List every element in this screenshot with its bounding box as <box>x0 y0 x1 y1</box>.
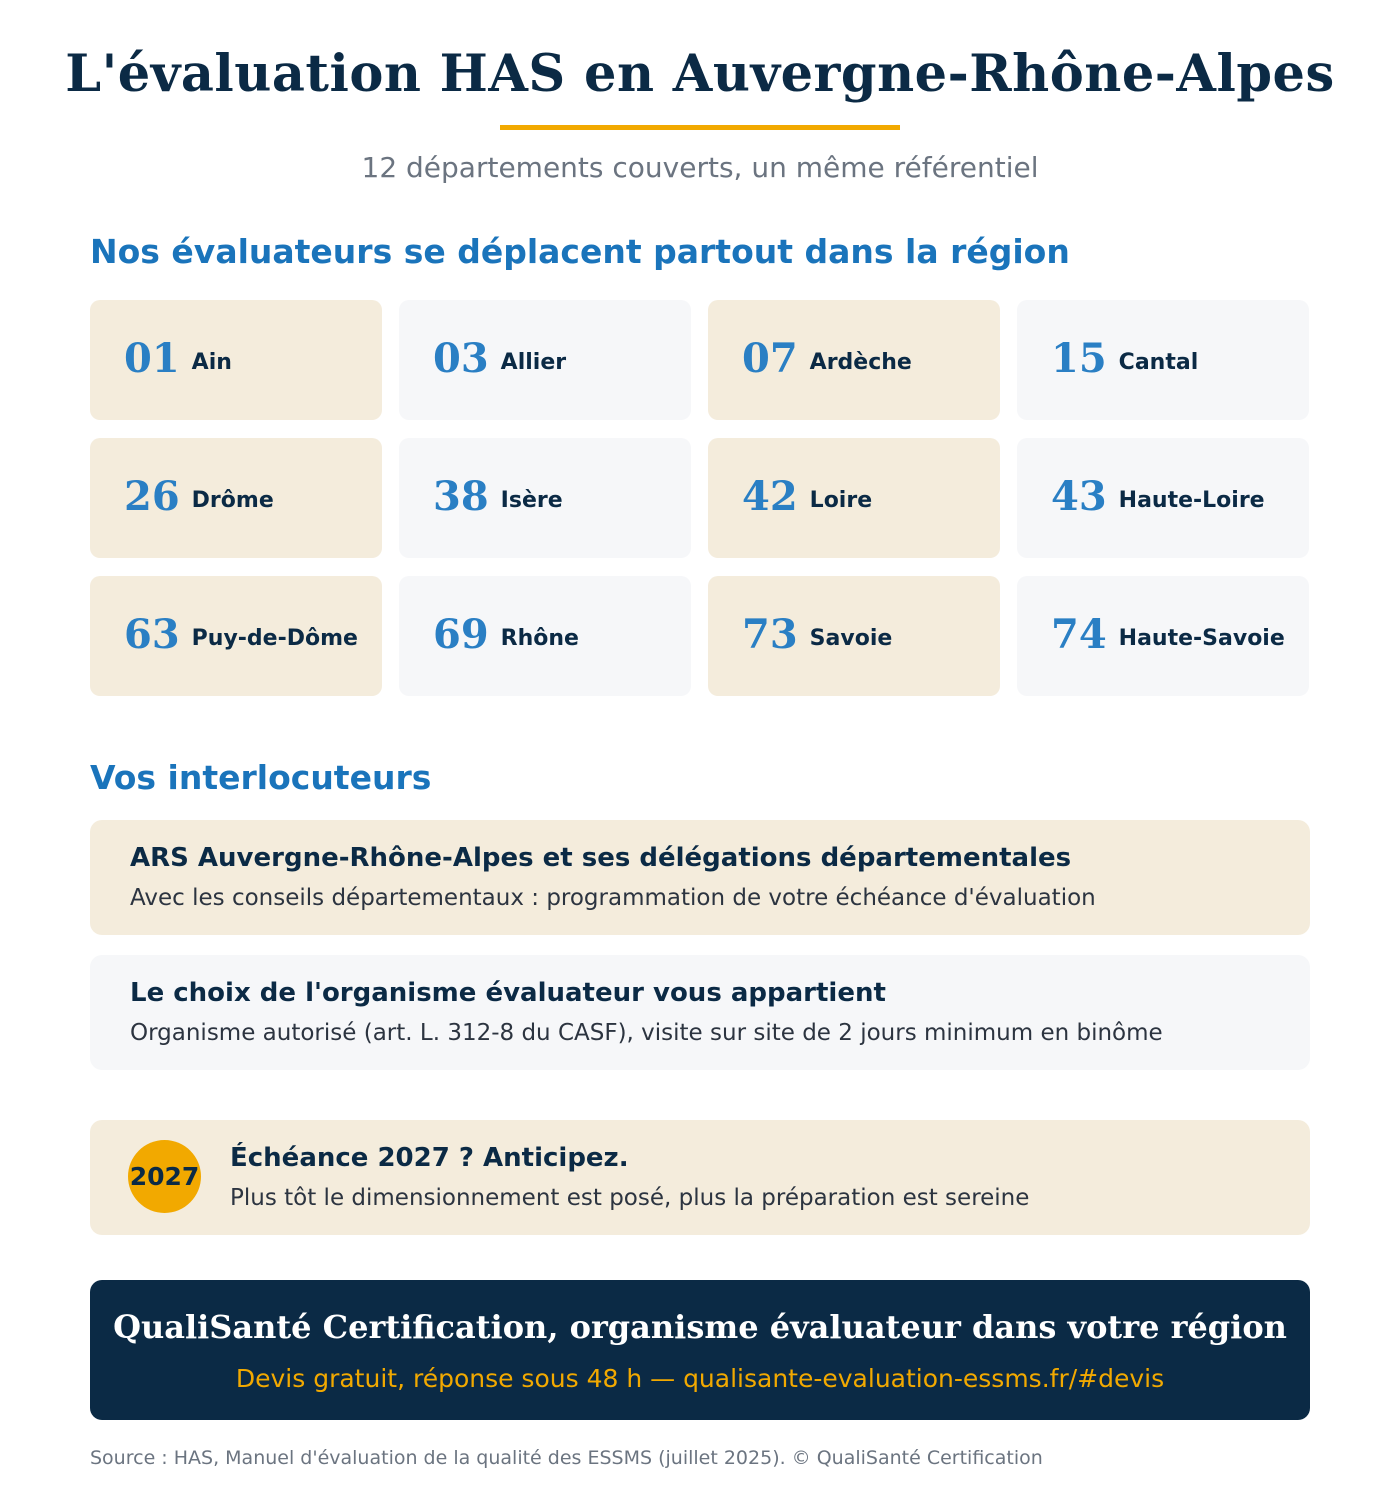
departments-section-title: Nos évaluateurs se déplacent partout dans la région <box>90 232 1070 271</box>
cta-title: QualiSanté Certification, organisme évaluateur dans votre région <box>113 1308 1287 1346</box>
department-number: 42 <box>742 472 798 520</box>
department-name: Puy-de-Dôme <box>191 625 358 651</box>
department-name: Loire <box>809 487 873 513</box>
source-footer: Source : HAS, Manuel d'évaluation de la qualité des ESSMS (juillet 2025). © QualiSanté Certification <box>90 1447 1043 1469</box>
year-badge: 2027 <box>128 1140 201 1213</box>
page-subtitle: 12 départements couverts, un même référentiel <box>361 151 1039 184</box>
deadline-text: Plus tôt le dimensionnement est posé, plus la préparation est sereine <box>230 1185 1030 1211</box>
department-card-74 <box>1017 576 1309 696</box>
department-number: 63 <box>124 610 180 658</box>
department-card-15 <box>1017 300 1309 420</box>
department-card-42 <box>708 438 1000 558</box>
department-name: Haute-Loire <box>1118 487 1265 513</box>
department-card-69 <box>399 576 691 696</box>
department-name: Ardèche <box>809 349 912 375</box>
department-name: Ain <box>191 349 232 375</box>
department-card-03 <box>399 300 691 420</box>
contact-card-title: Le choix de l'organisme évaluateur vous appartient <box>130 978 886 1008</box>
department-card-01 <box>90 300 382 420</box>
department-number: 15 <box>1051 334 1107 382</box>
deadline-card <box>90 1120 1310 1235</box>
contacts-section-title: Vos interlocuteurs <box>90 758 432 797</box>
departments-grid <box>90 300 1310 696</box>
contact-card-evaluator-choice <box>90 955 1310 1070</box>
department-number: 73 <box>742 610 798 658</box>
call-to-action-banner <box>90 1280 1310 1420</box>
contact-card-title: ARS Auvergne-Rhône-Alpes et ses délégations départementales <box>130 843 1072 873</box>
department-number: 01 <box>124 334 180 382</box>
department-name: Rhône <box>500 625 579 651</box>
page-title: L'évaluation HAS en Auvergne-Rhône-Alpes <box>65 44 1335 104</box>
department-number: 43 <box>1051 472 1107 520</box>
department-number: 26 <box>124 472 180 520</box>
contact-card-text: Organisme autorisé (art. L. 312-8 du CASF), visite sur site de 2 jours minimum en binôme <box>130 1020 1163 1046</box>
department-card-43 <box>1017 438 1309 558</box>
department-card-07 <box>708 300 1000 420</box>
contact-card-ars <box>90 820 1310 935</box>
department-name: Haute-Savoie <box>1118 625 1285 651</box>
deadline-title: Échéance 2027 ? Anticipez. <box>230 1143 629 1173</box>
department-name: Savoie <box>809 625 893 651</box>
department-name: Isère <box>500 487 563 513</box>
department-card-26 <box>90 438 382 558</box>
department-number: 74 <box>1051 610 1107 658</box>
department-card-38 <box>399 438 691 558</box>
department-number: 07 <box>742 334 798 382</box>
title-underline <box>500 125 900 130</box>
contact-card-text: Avec les conseils départementaux : programmation de votre échéance d'évaluation <box>130 885 1096 911</box>
department-number: 03 <box>433 334 489 382</box>
department-name: Allier <box>500 349 567 375</box>
department-number: 38 <box>433 472 489 520</box>
department-name: Cantal <box>1118 349 1199 375</box>
department-number: 69 <box>433 610 489 658</box>
department-name: Drôme <box>191 487 274 513</box>
quote-request-link[interactable]: Devis gratuit, réponse sous 48 h — qualisante-evaluation-essms.fr/#devis <box>235 1364 1165 1393</box>
department-card-73 <box>708 576 1000 696</box>
department-card-63 <box>90 576 382 696</box>
